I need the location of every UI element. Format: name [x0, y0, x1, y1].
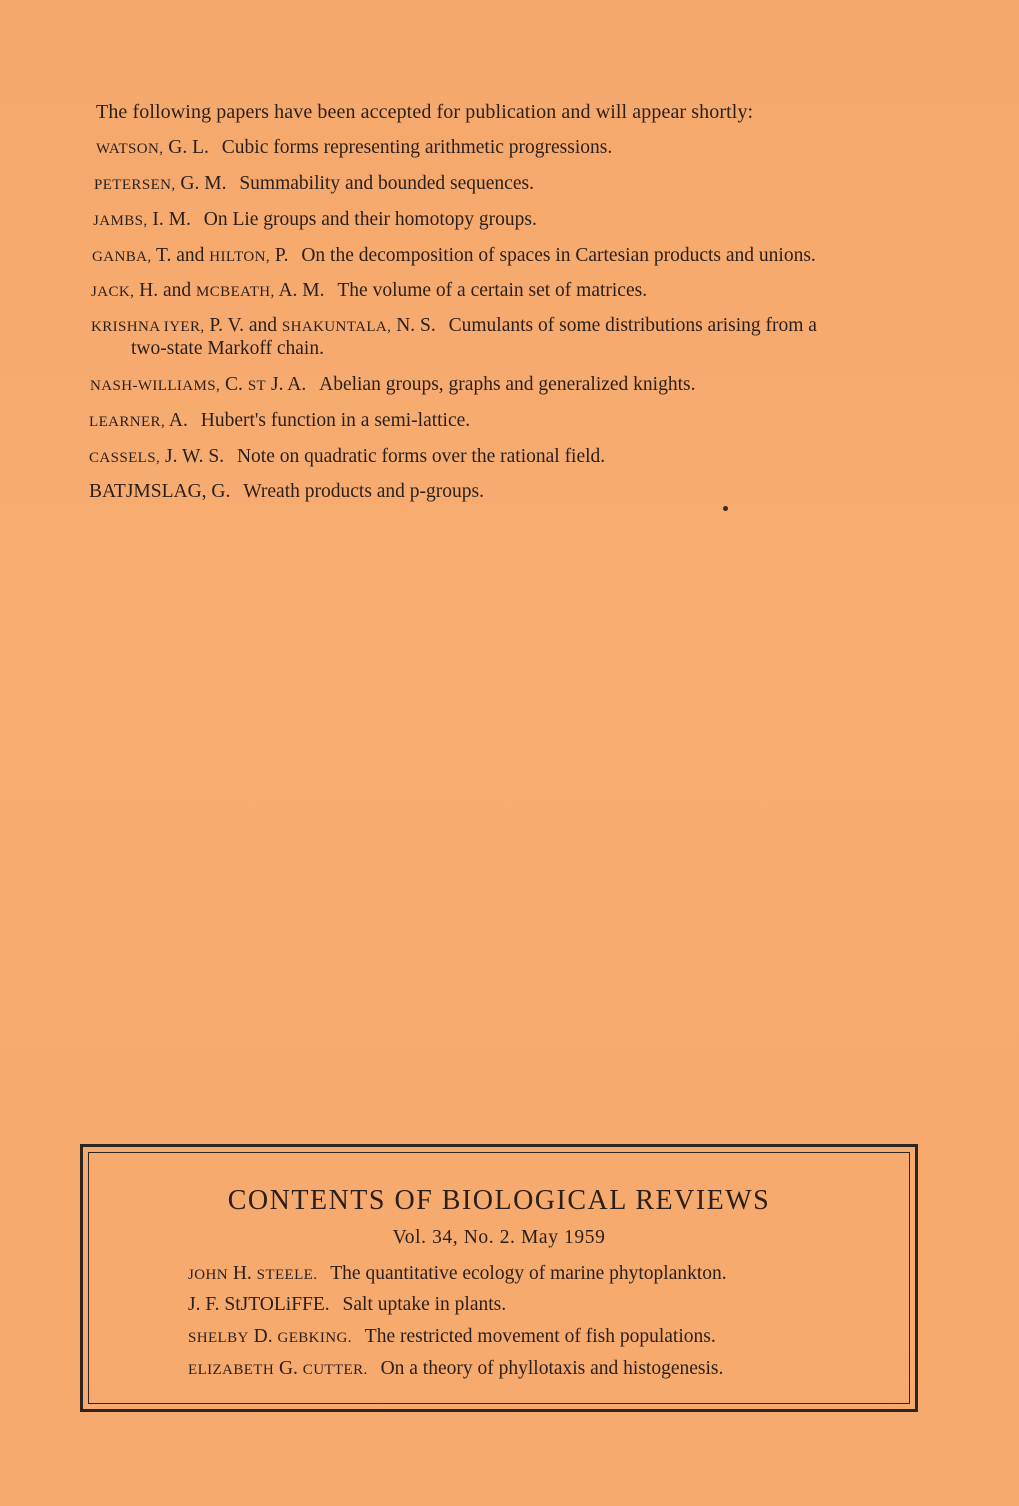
paper-entry: [91, 315, 951, 360]
paper-author-initials: C.: [220, 374, 248, 395]
paper-author-initials: P. V. and: [204, 315, 282, 336]
paper-entry: [92, 244, 816, 269]
contents-author-initial: G.: [274, 1358, 303, 1379]
contents-author-initial: D.: [248, 1326, 278, 1347]
paper-author: HILTON,: [209, 249, 271, 265]
paper-title: Hubert's function in a semi-lattice.: [200, 410, 471, 431]
intro-text: The following papers have been accepted for publication and will appear shortly:: [96, 101, 754, 123]
paper-author-initials: I. M.: [147, 209, 191, 230]
paper-entry: [89, 480, 484, 504]
paper-author: LEARNER,: [89, 414, 166, 430]
paper-author: PETERSEN,: [94, 177, 176, 193]
contents-entry: [188, 1263, 727, 1285]
paper-author-initials: J. W. S.: [160, 446, 225, 467]
paper-author-initials: H. and: [134, 280, 197, 301]
paper-author: NASH-WILLIAMS,: [90, 378, 221, 394]
paper-title-continuation: two-state Markoff chain.: [131, 338, 324, 359]
paper-author: KRISHNA IYER,: [91, 319, 205, 335]
paper-author-initials: J. A.: [266, 374, 307, 395]
paper-author-initials: G. M.: [175, 173, 227, 194]
paper-title: Summability and bounded sequences.: [239, 173, 534, 194]
paper-entry: [96, 136, 612, 161]
paper-entry: [90, 373, 695, 398]
ink-speck: [723, 506, 728, 511]
paper-author: CASSELS,: [89, 450, 161, 466]
contents-subtitle: Vol. 34, No. 2. May 1959: [392, 1227, 606, 1248]
paper-author: JAMBS,: [93, 213, 148, 229]
paper-title: Wreath products and p-groups.: [243, 481, 485, 502]
paper-author: BATJMSLAG, G.: [89, 481, 231, 502]
paper-author: ST: [247, 378, 267, 394]
paper-author: GANBA,: [92, 249, 152, 265]
contents-entry: [188, 1294, 506, 1316]
paper-author-initials: G. L.: [163, 137, 209, 158]
contents-author-first: ELIZABETH: [188, 1362, 275, 1378]
contents-author: J. F. StJTOLiFFE.: [188, 1294, 330, 1315]
paper-author-initials: T. and: [151, 245, 210, 266]
paper-author: WATSON,: [96, 141, 164, 157]
paper-author: SHAKUNTALA,: [281, 319, 392, 335]
paper-title: Note on quadratic forms over the rational field.: [236, 446, 606, 467]
contents-author-first: JOHN: [188, 1267, 228, 1283]
paper-title: Cubic forms representing arithmetic progressions.: [221, 137, 613, 158]
paper-author-initials: P.: [270, 245, 289, 266]
contents-entry-title: Salt uptake in plants.: [342, 1294, 507, 1315]
contents-author-last: GEBKING.: [277, 1330, 352, 1346]
contents-author-first: SHELBY: [188, 1330, 249, 1346]
contents-box: [80, 1144, 918, 1412]
contents-author-last: CUTTER.: [302, 1362, 368, 1378]
paper-entry: [94, 172, 534, 197]
paper-author-initials: N. S.: [391, 315, 436, 336]
contents-author-initial: H.: [227, 1263, 257, 1284]
contents-entry-title: The restricted movement of fish populations.: [364, 1326, 716, 1347]
contents-entry-title: The quantitative ecology of marine phytoplankton.: [330, 1263, 727, 1284]
paper-author: MCBEATH,: [196, 284, 275, 300]
paper-author-initials: A.: [165, 410, 188, 431]
paper-title: On Lie groups and their homotopy groups.: [203, 209, 537, 230]
paper-entry: [89, 409, 470, 434]
contents-title: CONTENTS OF BIOLOGICAL REVIEWS: [227, 1185, 771, 1216]
paper-title: Abelian groups, graphs and generalized knights.: [319, 374, 696, 395]
paper-author-initials: A. M.: [274, 280, 325, 301]
paper-title: The volume of a certain set of matrices.: [337, 280, 648, 301]
paper-title: Cumulants of some distributions arising from a: [448, 315, 817, 336]
contents-entry-title: On a theory of phyllotaxis and histogenesis.: [380, 1358, 724, 1379]
paper-title: On the decomposition of spaces in Cartesian products and unions.: [301, 245, 816, 266]
paper-entry: [89, 445, 605, 470]
paper-entry: [91, 279, 647, 304]
paper-author: JACK,: [91, 284, 135, 300]
contents-entry: [188, 1358, 723, 1380]
paper-entry: [93, 208, 537, 233]
contents-entry: [188, 1326, 716, 1348]
contents-author-last: STEELE.: [256, 1267, 318, 1283]
